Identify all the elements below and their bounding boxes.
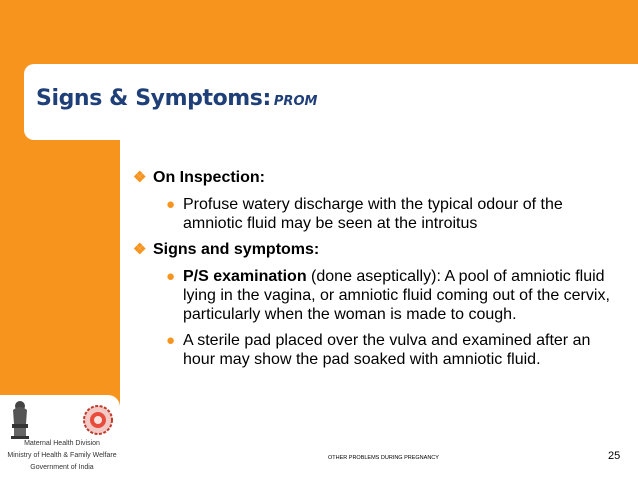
dot-bullet-icon: ● <box>166 268 176 285</box>
title-main: Signs & Symptoms: <box>36 86 271 111</box>
bullet-text: (done aseptically): A pool of amniotic fluid lying in the vagina, or amniotic fluid coming out of the cervix, particularly when the woman is made to cough. <box>183 268 610 323</box>
bullet-heading: Signs and symptoms: <box>153 241 320 258</box>
ministry-seal-icon <box>83 405 113 435</box>
org-line: Ministry of Health & Family Welfare <box>7 452 117 459</box>
title-sub: PROM <box>273 94 318 109</box>
bullet-content <box>133 168 613 376</box>
dot-bullet-icon: ● <box>166 196 176 213</box>
bullet-text: A sterile pad placed over the vulva and examined after an hour may show the pad soaked with amniotic fluid. <box>183 332 591 368</box>
diamond-bullet-icon: ❖ <box>133 169 147 186</box>
footer-title: OTHER PROBLEMS DURING PREGNANCY <box>328 455 439 461</box>
bullet-heading: On Inspection: <box>153 169 265 186</box>
bullet-bold-term: P/S examination <box>183 268 307 285</box>
bullet-text: Profuse watery discharge with the typical odour of the amniotic fluid may be seen at the introitus <box>183 196 563 232</box>
bullet-level2 <box>133 195 613 233</box>
page-number: 25 <box>608 450 621 462</box>
national-emblem-icon <box>8 400 32 440</box>
slide-title <box>36 86 317 111</box>
dot-bullet-icon: ● <box>166 332 176 349</box>
bullet-level1 <box>133 240 613 260</box>
bullet-level2 <box>133 267 613 324</box>
org-line: Maternal Health Division <box>24 440 100 447</box>
org-line: Government of India <box>30 464 94 471</box>
bullet-level2 <box>133 331 613 369</box>
org-name <box>0 438 124 474</box>
bullet-level1 <box>133 168 613 188</box>
diamond-bullet-icon: ❖ <box>133 241 147 258</box>
